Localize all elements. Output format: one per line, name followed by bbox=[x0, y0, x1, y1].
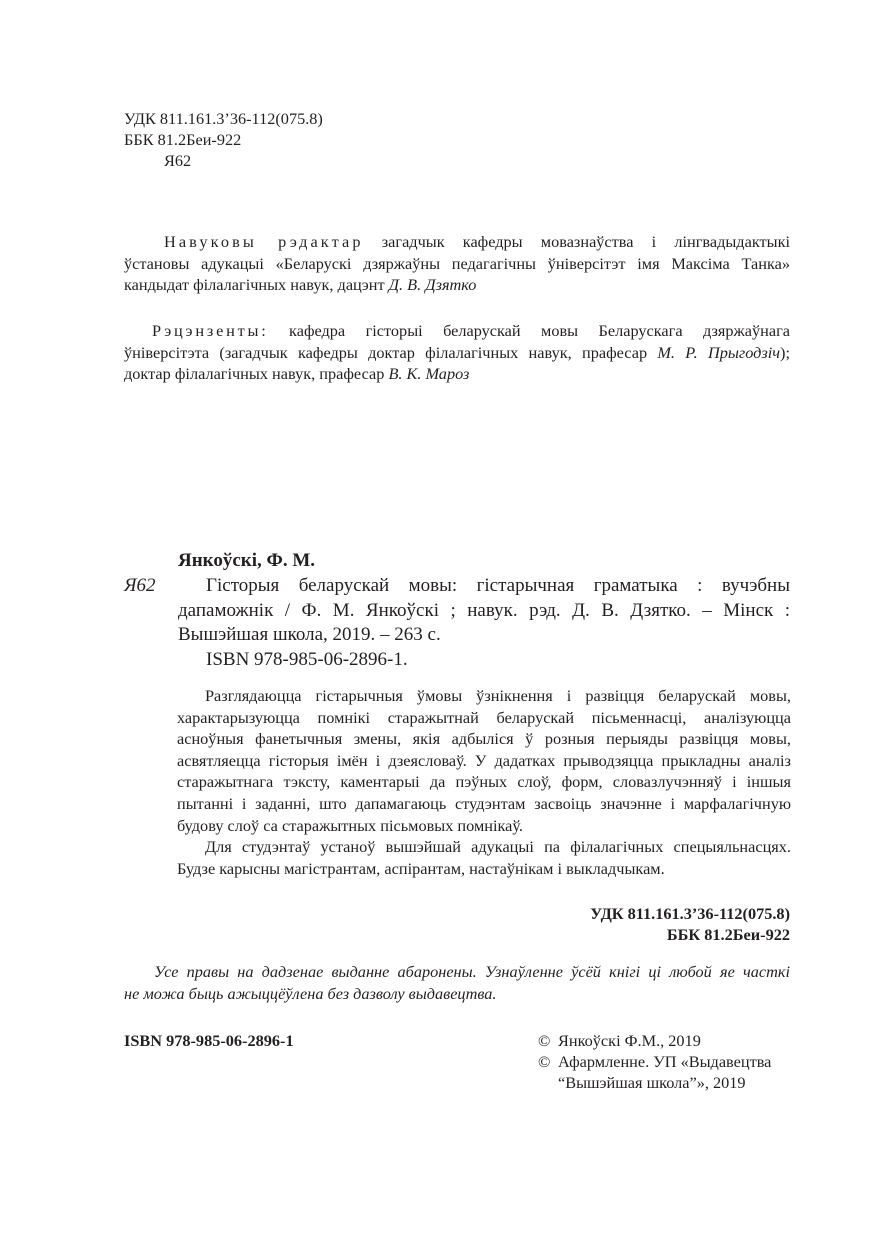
bottom-udk-code: УДК 811.161.3’36-112(075.8) bbox=[590, 904, 790, 923]
copyright-line-1: © Янкоўскі Ф.М., 2019 bbox=[538, 1031, 701, 1050]
editor-line-3: кандыдат філалагічных навук, дацэнт Д. В. Дзятко bbox=[124, 275, 477, 294]
reviewers-line-2: ўніверсітэта (загадчык кафедры доктар філалагічных навук, прафесар М. Р. Прыгодзіч); bbox=[124, 342, 790, 362]
card-line-1: Гісторыя беларускай мовы: гістарычная граматыка : вучэбны bbox=[206, 574, 790, 596]
audience-line: Будзе карысны магістрантам, аспірантам, настаўнікам і выкладчыкам. bbox=[177, 858, 665, 878]
card-line-2: дапаможнік / Ф. М. Янкоўскі ; навук. рэд. Д. В. Дзятко. – Мінск : bbox=[178, 599, 790, 621]
annotation-line: характарызуюцца помнікі старажытнай беларускай пісьменнасці, аналізуюцца bbox=[177, 707, 791, 727]
scientific-editor bbox=[124, 231, 790, 296]
reviewers-line-1: Рэцэнзенты: кафедра гісторыі беларускай мовы Беларускага дзяржаўнага bbox=[152, 321, 790, 340]
card-title-row bbox=[124, 574, 790, 599]
udk-code: УДК 811.161.3’36-112(075.8) bbox=[124, 109, 323, 128]
card-isbn: ISBN 978-985-06-2896-1. bbox=[206, 649, 408, 671]
annotation-line: асвятляецца гісторыя імён і дзеясловаў. У дадатках прыводзяцца прыкладны аналіз bbox=[177, 750, 791, 770]
copyright-block bbox=[538, 1030, 771, 1093]
editor-line-1: Навуковы рэдактар загадчык кафедры мовазнаўства і лінгвадыдактыкі bbox=[164, 232, 791, 251]
rights-line-2: не можа быць ажыццёўлена без дазволу выдавецтва. bbox=[124, 983, 497, 1003]
annotation bbox=[177, 685, 791, 879]
editor-line-2: ўстановы адукацыі «Беларускі дзяржаўны педагагічны ўніверсітэт імя Максіма Танка» bbox=[124, 253, 790, 273]
audience-line: Для студэнтаў устаноў вышэйшай адукацыі па філалагічных спецыяльнасцях. bbox=[205, 837, 791, 857]
copyright-line-3: “Вышэйшая школа”», 2019 bbox=[558, 1073, 746, 1092]
reviewer-name-1: М. Р. Прыгодзіч bbox=[657, 342, 781, 362]
annotation-line: асноўныя фанетычныя змены, якія адбыліся ў розныя перыяды развіцця мовы, bbox=[177, 729, 791, 749]
reviewers bbox=[124, 320, 790, 385]
author-cipher: Я62 bbox=[164, 151, 192, 170]
reviewers-line-3: доктар філалагічных навук, прафесар В. К. Мароз bbox=[124, 364, 470, 383]
isbn-bottom: ISBN 978-985-06-2896-1 bbox=[124, 1031, 294, 1050]
copyright-icon: © bbox=[538, 1031, 551, 1050]
annotation-line: Разглядаюцца гістарычныя ўмовы ўзнікнення і развіцця беларускай мовы, bbox=[205, 686, 791, 705]
top-classification-codes bbox=[124, 108, 323, 171]
rights-notice bbox=[124, 961, 790, 1004]
annotation-line: пытанні і заданні, што дапамагаюць студэнтам засвоіць значэнне і марфалагічную bbox=[177, 793, 791, 813]
copyright-icon: © bbox=[538, 1052, 551, 1071]
editor-label: Навуковы рэдактар bbox=[164, 232, 364, 251]
annotation-line: старажытнага тэксту, каментарыі да пэўных слоў, форм, словазлучэнняў і іншыя bbox=[177, 772, 791, 792]
editor-name: Д. В. Дзятко bbox=[388, 275, 477, 294]
annotation-line: будову слоў са старажытных пісьмовых помнікаў. bbox=[177, 815, 523, 835]
reviewers-label: Рэцэнзенты: bbox=[152, 321, 269, 340]
bottom-bbk-code: ББК 81.2Беи-922 bbox=[666, 925, 790, 944]
catalogue-card bbox=[124, 549, 790, 673]
card-author: Янкоўскі, Ф. М. bbox=[178, 550, 316, 571]
rights-line-1: Усе правы на дадзенае выданне абаронены. Узнаўленне ўсёй кнігі ці любой яе часткі bbox=[154, 962, 790, 981]
reviewer-name-2: В. К. Мароз bbox=[388, 364, 470, 383]
card-line-3: Вышэйшая школа, 2019. – 263 с. bbox=[178, 624, 441, 646]
bottom-classification-codes bbox=[590, 903, 790, 945]
bbk-code: ББК 81.2Беи-922 bbox=[124, 130, 242, 149]
copyright-line-2: © Афармленне. УП «Выдавецтва bbox=[538, 1052, 772, 1071]
card-cipher: Я62 bbox=[124, 574, 156, 596]
